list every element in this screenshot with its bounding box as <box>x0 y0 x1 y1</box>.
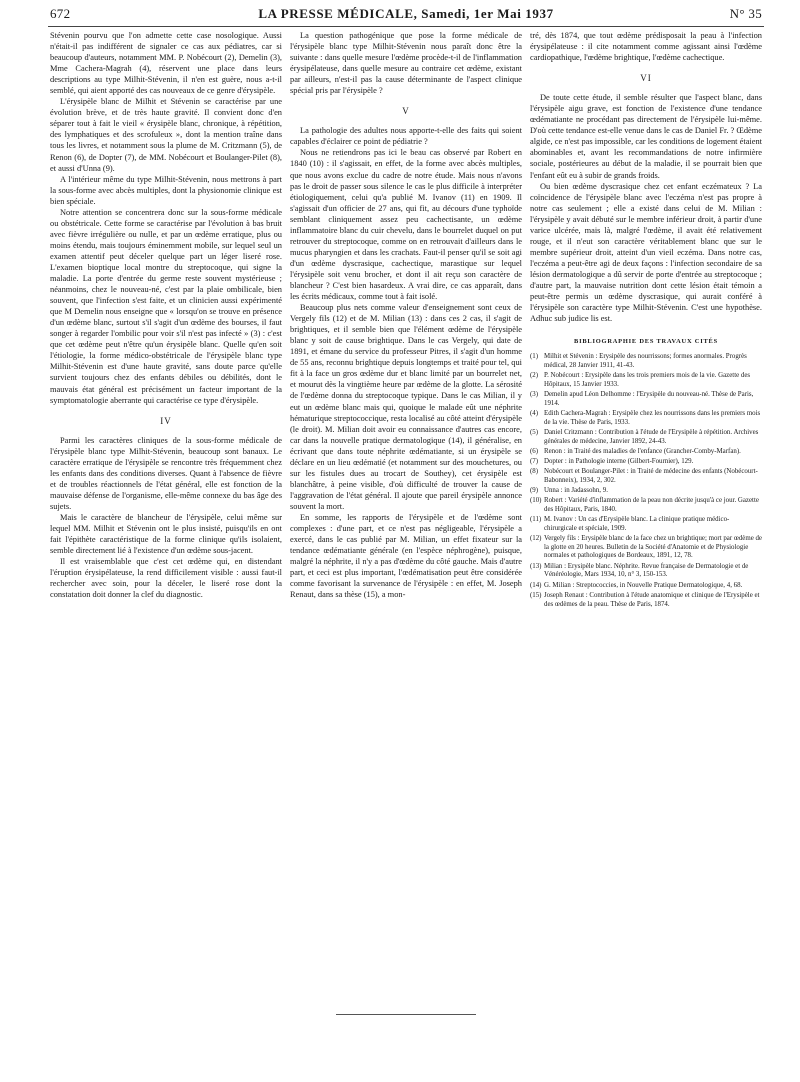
paragraph: Beaucoup plus nets comme valeur d'enseignement sont ceux de Vergely fils (12) et de M. Milian (13) : dans ces 2 cas, il s'agit de brightiques, et il semble bien que l'élément œdème de l'érysipèle blanc y soit de cause brightique. Dans le cas Vergely, qui date de 1891, et émane du service du professeur Pitres, il s'agit d'un homme de 55 ans, reconnu brightique depuis longtemps et traité pour tel, qui fit à la face un gros œdème dur et blanc limité par un bourrelet net, et mourut dès la vingtième heure par œdème de la glotte. La sérosité de l'œdème donna du streptocoque typique. Dans le cas Milian, il y eut un œdème blanc mais qui, quoique le malade eût une néphrite hématurique streptococcique, resta localisé au côté atteint d'érysipèle (le droit). M. Milian doit avoir eu connaissance d'autres cas encore, car dans la nouvelle pratique dermatologique (14), il généralise, en écrivant que dans toute néphrite œdématiante, si un érysipèle se déclare en un lieu œdématié (et notamment sur des mouchetures, ou sur les fistules dues au trocart de Southey), cet érysipèle est blanchâtre, à peine visible, d'où difficulté de trouver la cause de l'aggravation de l'état général. Il ajoute que pareil érysipèle annonce souvent la mort. <box>290 303 522 511</box>
reference-number: (12) <box>530 535 542 543</box>
reference-number: (10) <box>530 497 542 505</box>
bibliography-entry <box>530 487 762 496</box>
paragraph: A l'intérieur même du type Milhit-Stévenin, nous mettrons à part la sous-forme avec abcès multiples, dont la physionomie clinique est bien spéciale. <box>50 174 282 206</box>
reference-number: (9) <box>530 487 539 495</box>
issue-number: N° 35 <box>729 6 762 21</box>
reference-text: Dopter : in Pathologie interne (Gilbert-Fournier), 129. <box>544 457 694 465</box>
bibliography-entry <box>530 592 762 609</box>
bibliography-entry <box>530 458 762 467</box>
bibliography-entry <box>530 516 762 533</box>
bibliography-entry <box>530 353 762 370</box>
bibliography-entry <box>530 535 762 561</box>
column-left <box>50 30 282 600</box>
reference-number: (5) <box>530 428 539 436</box>
paragraph: En somme, les rapports de l'érysipèle et de l'œdème sont complexes : d'une part, et ce n'est pas négligeable, l'érysipèle a exercé, dans le cas publié par M. Milian, un effet fixateur sur la tendance œdématiante générale (en l'espèce néphrogène), puisque, malgré la néphrite, il n'y a pas d'œdème du côté gauche. Mais d'autre part, et ceci est plus important, l'œdématisation peut être considérée comme favorisant la survenance de l'érysipèle : en effet, M. Joseph Renaut, dans sa thèse (15), a mon- <box>290 512 522 600</box>
reference-text: Milhit et Stévenin : Erysipèle des nourrissons; formes anormales. Progrès médical, 28 Janvier 1911, 41-43. <box>544 353 747 369</box>
reference-number: (3) <box>530 391 539 399</box>
reference-text: M. Ivanov : Un cas d'Erysipèle blanc. La clinique pratique médico-chirurgicale et spéciale, 1909. <box>544 516 730 532</box>
paragraph: Stévenin pourvu que l'on admette cette case nosologique. Aussi n'était-il pas indifférent de signaler ce cas aux pédiatres, car si beaucoup d'auteurs, notamment MM. P. Nobécourt (2), Demelin (3), Mme Cachera-Magrah (4), réservent une place dans leurs descriptions au type Milhit-Stévenin, il n'en est guère, nous a-t-il semblé, qui aient apporté des cas nouveaux de ce genre d'érysipèle. <box>50 31 282 96</box>
reference-text: Daniel Critzmann : Contribution à l'étude de l'Erysipèle à répétition. Archives générales de médecine, Janvier 1892, 24-43. <box>544 428 759 445</box>
reference-text: Edith Cachera-Magrah : Erysipèle chez les nourrissons dans les premiers mois de la vie. Thèse de Paris, 1933. <box>544 409 761 426</box>
reference-number: (15) <box>530 591 542 599</box>
reference-number: (14) <box>530 581 542 589</box>
reference-text: Milian : Erysipèle blanc. Néphrite. Revue française de Dermatologie et de Vénéréologie, Mars 1934, 10, n° 3, 150-153. <box>544 562 749 579</box>
reference-text: Vergely fils : Erysipèle blanc de la face chez un brightique; mort par œdème de la glotte en 20 heures. Bulletin de la Société d'Anatomie et de Physiologie normales et pathologiques de Bordeaux, 1891, 12, 78. <box>544 535 762 560</box>
bibliography-entry <box>530 497 762 514</box>
reference-number: (1) <box>530 353 539 361</box>
column-middle <box>290 30 522 600</box>
bibliography-entry <box>530 582 762 591</box>
paragraph: L'érysipèle blanc de Milhit et Stévenin se caractérise par une évolution brève, et de très haute gravité. Il convient donc d'en séparer tout à fait le vieil « érysipèle blanc, chronique, à répétition, des lymphatiques et des scrofuleux », dont la mention traîne dans tous les livres, et notamment sous la plume de M. Critzmann (5), de Renon (6), de Dopter (7), de MM. Nobécourt et Boulanger-Pilet (8), et aussi d'Unna (9). <box>50 97 282 173</box>
paragraph: Ou bien œdème dyscrasique chez cet enfant eczémateux ? La coïncidence de l'érysipèle blanc avec l'eczéma n'est pas propre à notre cas seulement ; elle a existé dans celui de M. Milian : l'érysipèle y avait débuté sur le membre inférieur droit, à partir d'une varice ulcérée, mais là, malgré l'œdème, il avait été relativement rouge, et il n'eut son caractère véritablement blanc que sur le membre supérieur droit, atteint d'un vieil eczéma. Dans notre cas, l'eczéma a peut-être agi de deux façons : l'infection secondaire de sa lésion dermatologique a dû servir de porte d'entrée au streptocoque ; d'autre part, la mauvaise nutrition dont cette lésion était témoin a peut-être permis un œdème dyscrasique, qui aurait conféré à l'érysipèle son caractère type Milhit-Stévenin. C'est une hypothèse. Adhuc sub judice lis est. <box>530 181 762 324</box>
end-rule <box>336 1014 476 1015</box>
header-rule <box>48 26 764 27</box>
reference-text: Renon : in Traité des maladies de l'enfance (Grancher-Comby-Marfan). <box>544 447 741 455</box>
bibliography-entry <box>530 410 762 427</box>
bibliography-entry <box>530 429 762 446</box>
bibliography-entry <box>530 372 762 389</box>
reference-text: P. Nobécourt : Erysipèle dans les trois premiers mois de la vie. Gazette des Hôpitaux, 15 Janvier 1933. <box>544 372 751 388</box>
paragraph: De toute cette étude, il semble résulter que l'aspect blanc, dans l'érysipèle aigu grave, est fonction de l'existence d'une tendance œdématiante ne procédant pas directement de l'érysipèle lui-même. D'où cette tendance est-elle venue dans le cas de Daniel Fr. ? Œdème algide, ce n'est pas impossible, car les conditions de logement étaient abominables et, avant les recommandations de notre infirmière sociale, postérieures au début de la maladie, il se pourrait bien que l'enfant eût eu à subir de grands froids. <box>530 93 762 180</box>
paragraph: La question pathogénique que pose la forme médicale de l'érysipèle blanc type Milhit-Stévenin nous paraît donc être la suivante : dans quelle mesure l'œdème procède-t-il de l'inflammation érysipélateuse, dans quelle mesure au contraire cet œdème, existant par ailleurs, n'est-il pas la cause déterminante de l'aspect clinique spécial pris par l'érysipèle ? <box>290 31 522 96</box>
section-number: V <box>402 106 410 117</box>
page-number: 672 <box>50 6 71 21</box>
column-right <box>530 30 762 611</box>
paragraph: Mais le caractère de blancheur de l'érysipèle, celui même sur lequel MM. Milhit et Stévenin ont le plus insisté, puisqu'ils en ont fait l'épithète caractéristique de la forme clinique qu'ils isolaient, semble directement lié à l'existence d'un œdème sous-jacent. <box>50 512 282 556</box>
reference-number: (4) <box>530 409 539 417</box>
reference-number: (2) <box>530 372 539 380</box>
reference-text: G. Milian : Streptococcies, in Nouvelle Pratique Dermatologique, 4, 68. <box>544 581 743 589</box>
bibliography-entry <box>530 563 762 580</box>
reference-text: Unna : in Jadassohn, 9. <box>544 487 608 495</box>
page-header <box>50 6 762 26</box>
reference-number: (11) <box>530 516 542 524</box>
reference-text: Joseph Renaut : Contribution à l'étude anatomique et clinique de l'Erysipèle et des œdèmes de la peau. Thèse de Paris, 1874. <box>544 591 760 608</box>
reference-text: Robert : Variété d'inflammation de la peau non décrite jusqu'à ce jour. Gazette des Hôpitaux, Paris, 1840. <box>544 497 759 513</box>
reference-number: (7) <box>530 457 539 465</box>
bibliography-title: BIBLIOGRAPHIE DES TRAVAUX CITÉS <box>574 338 718 346</box>
reference-text: Demelin apud Léon Delhomme : l'Erysipèle du nouveau-né. Thèse de Paris, 1914. <box>544 391 754 407</box>
paragraph: La pathologie des adultes nous apporte-t-elle des faits qui soient capables d'éclairer ce point de pédiatrie ? <box>290 126 522 147</box>
bibliography-entry <box>530 391 762 408</box>
paragraph: Il est vraisemblable que c'est cet œdème qui, en distendant l'éruption érysipélateuse, la rend difficilement visible : aussi faut-il rechercher avec soin, pour la déceler, le liseré rose dont la constatation doit donner la clef du diagnostic. <box>50 557 282 600</box>
paragraph: Parmi les caractères cliniques de la sous-forme médicale de l'érysipèle blanc type Milhit-Stévenin, beaucoup sont banaux. Le caractère erratique de l'érysipèle se rencontre très fréquemment chez les enfants dans des conditions diverses. Quant à l'absence de fièvre et de troubles réactionnels de l'état général, elle est fonction de la mauvaise défense de l'organisme, elle-même connexe du bas âge des sujets. <box>50 435 282 511</box>
bibliography-list <box>530 353 762 609</box>
section-number: IV <box>160 415 172 426</box>
reference-number: (13) <box>530 562 542 570</box>
bibliography-entry <box>530 468 762 485</box>
section-number: VI <box>640 73 652 84</box>
paragraph: Nous ne retiendrons pas ici le beau cas observé par Robert en 1840 (10) : il s'agissait, en effet, de la forme avec abcès multiples, que nous avons exclue du cadre de notre étude. Mais nous n'avons pas le droit de passer sous silence le cas le plus difficile à interpréter étiologiquement, celui qu'a publié M. Ivanov (11) en 1909. Il s'agissait d'un officier de 27 ans, qui fit, au décours d'une typhoïde semblant cliniquement assez peu cachectisante, un œdème inflammatoire blanc du cuir chevelu, dans le bourrelet duquel on put retrouver du streptocoque, comme on en retrouvait d'ailleurs dans le mucus pharyngien et dans les crachats. Faut-il penser qu'il se soit agi d'un œdème dyscrasique, cachectique, marastique sur lequel l'érysipèle soit venu brocher, et dont il ait reçu son caractère de blancheur ? C'est bien hasardeux. A vrai dire, ce cas apparaît, dans les écrits médicaux, comme tout à fait isolé. <box>290 148 522 302</box>
reference-number: (8) <box>530 468 539 476</box>
paragraph: Notre attention se concentrera donc sur la sous-forme médicale ou obstétricale. Cette forme se caractérise par l'évolution à bas bruit avec fièvre irrégulière ou nulle, et par un œdème erratique, plus ou moins étendu, mais toujours éminemment mobile, sur lequel seul un examen attentif peut déceler quelque part un léger liseré rose. L'examen bioptique local montre du streptocoque, qui signe la maladie. La porte d'entrée du germe reste souvent mystérieuse ; néanmoins, chez le nouveau-né, c'est par la plaie ombilicale, bien souvent, que l'infection s'est faite, et un clinicien aussi expérimenté que M Demelin nous enseigne que « lorsqu'on se trouve en présence d'un œdème blanc, surtout s'il s'agit d'un œdème des bourses, il faut songer à regarder l'ombilic pour voir s'il n'est pas infecté » (3) : c'est que cet œdème peut n'être qu'un érysipèle blanc. Quelle qu'en soit l'étiologie, la forme médico-obstétricale de l'érysipèle blanc type Milhit-Stévenin est d'une haute gravité, sans doute parce qu'elle survient toujours chez des enfants débiles ou débilités, dont le mauvais état général est précisément un facteur important de la symptomatologie aberrante qui caractérise ce type d'érysipèle. <box>50 207 282 405</box>
bibliography-entry <box>530 448 762 457</box>
journal-title: LA PRESSE MÉDICALE, Samedi, 1er Mai 1937 <box>258 6 554 21</box>
reference-text: Nobécourt et Boulanger-Pilet : in Traité de médecine des enfants (Nobécourt-Babonneix), 1934, 2, 302. <box>544 468 758 484</box>
reference-number: (6) <box>530 447 539 455</box>
paragraph: tré, dès 1874, que tout œdème prédisposait la peau à l'infection érysipélateuse : il cite notamment comme agissant ainsi l'œdème cardiopathique, l'œdème brightique, l'œdème cachectique. <box>530 31 762 63</box>
